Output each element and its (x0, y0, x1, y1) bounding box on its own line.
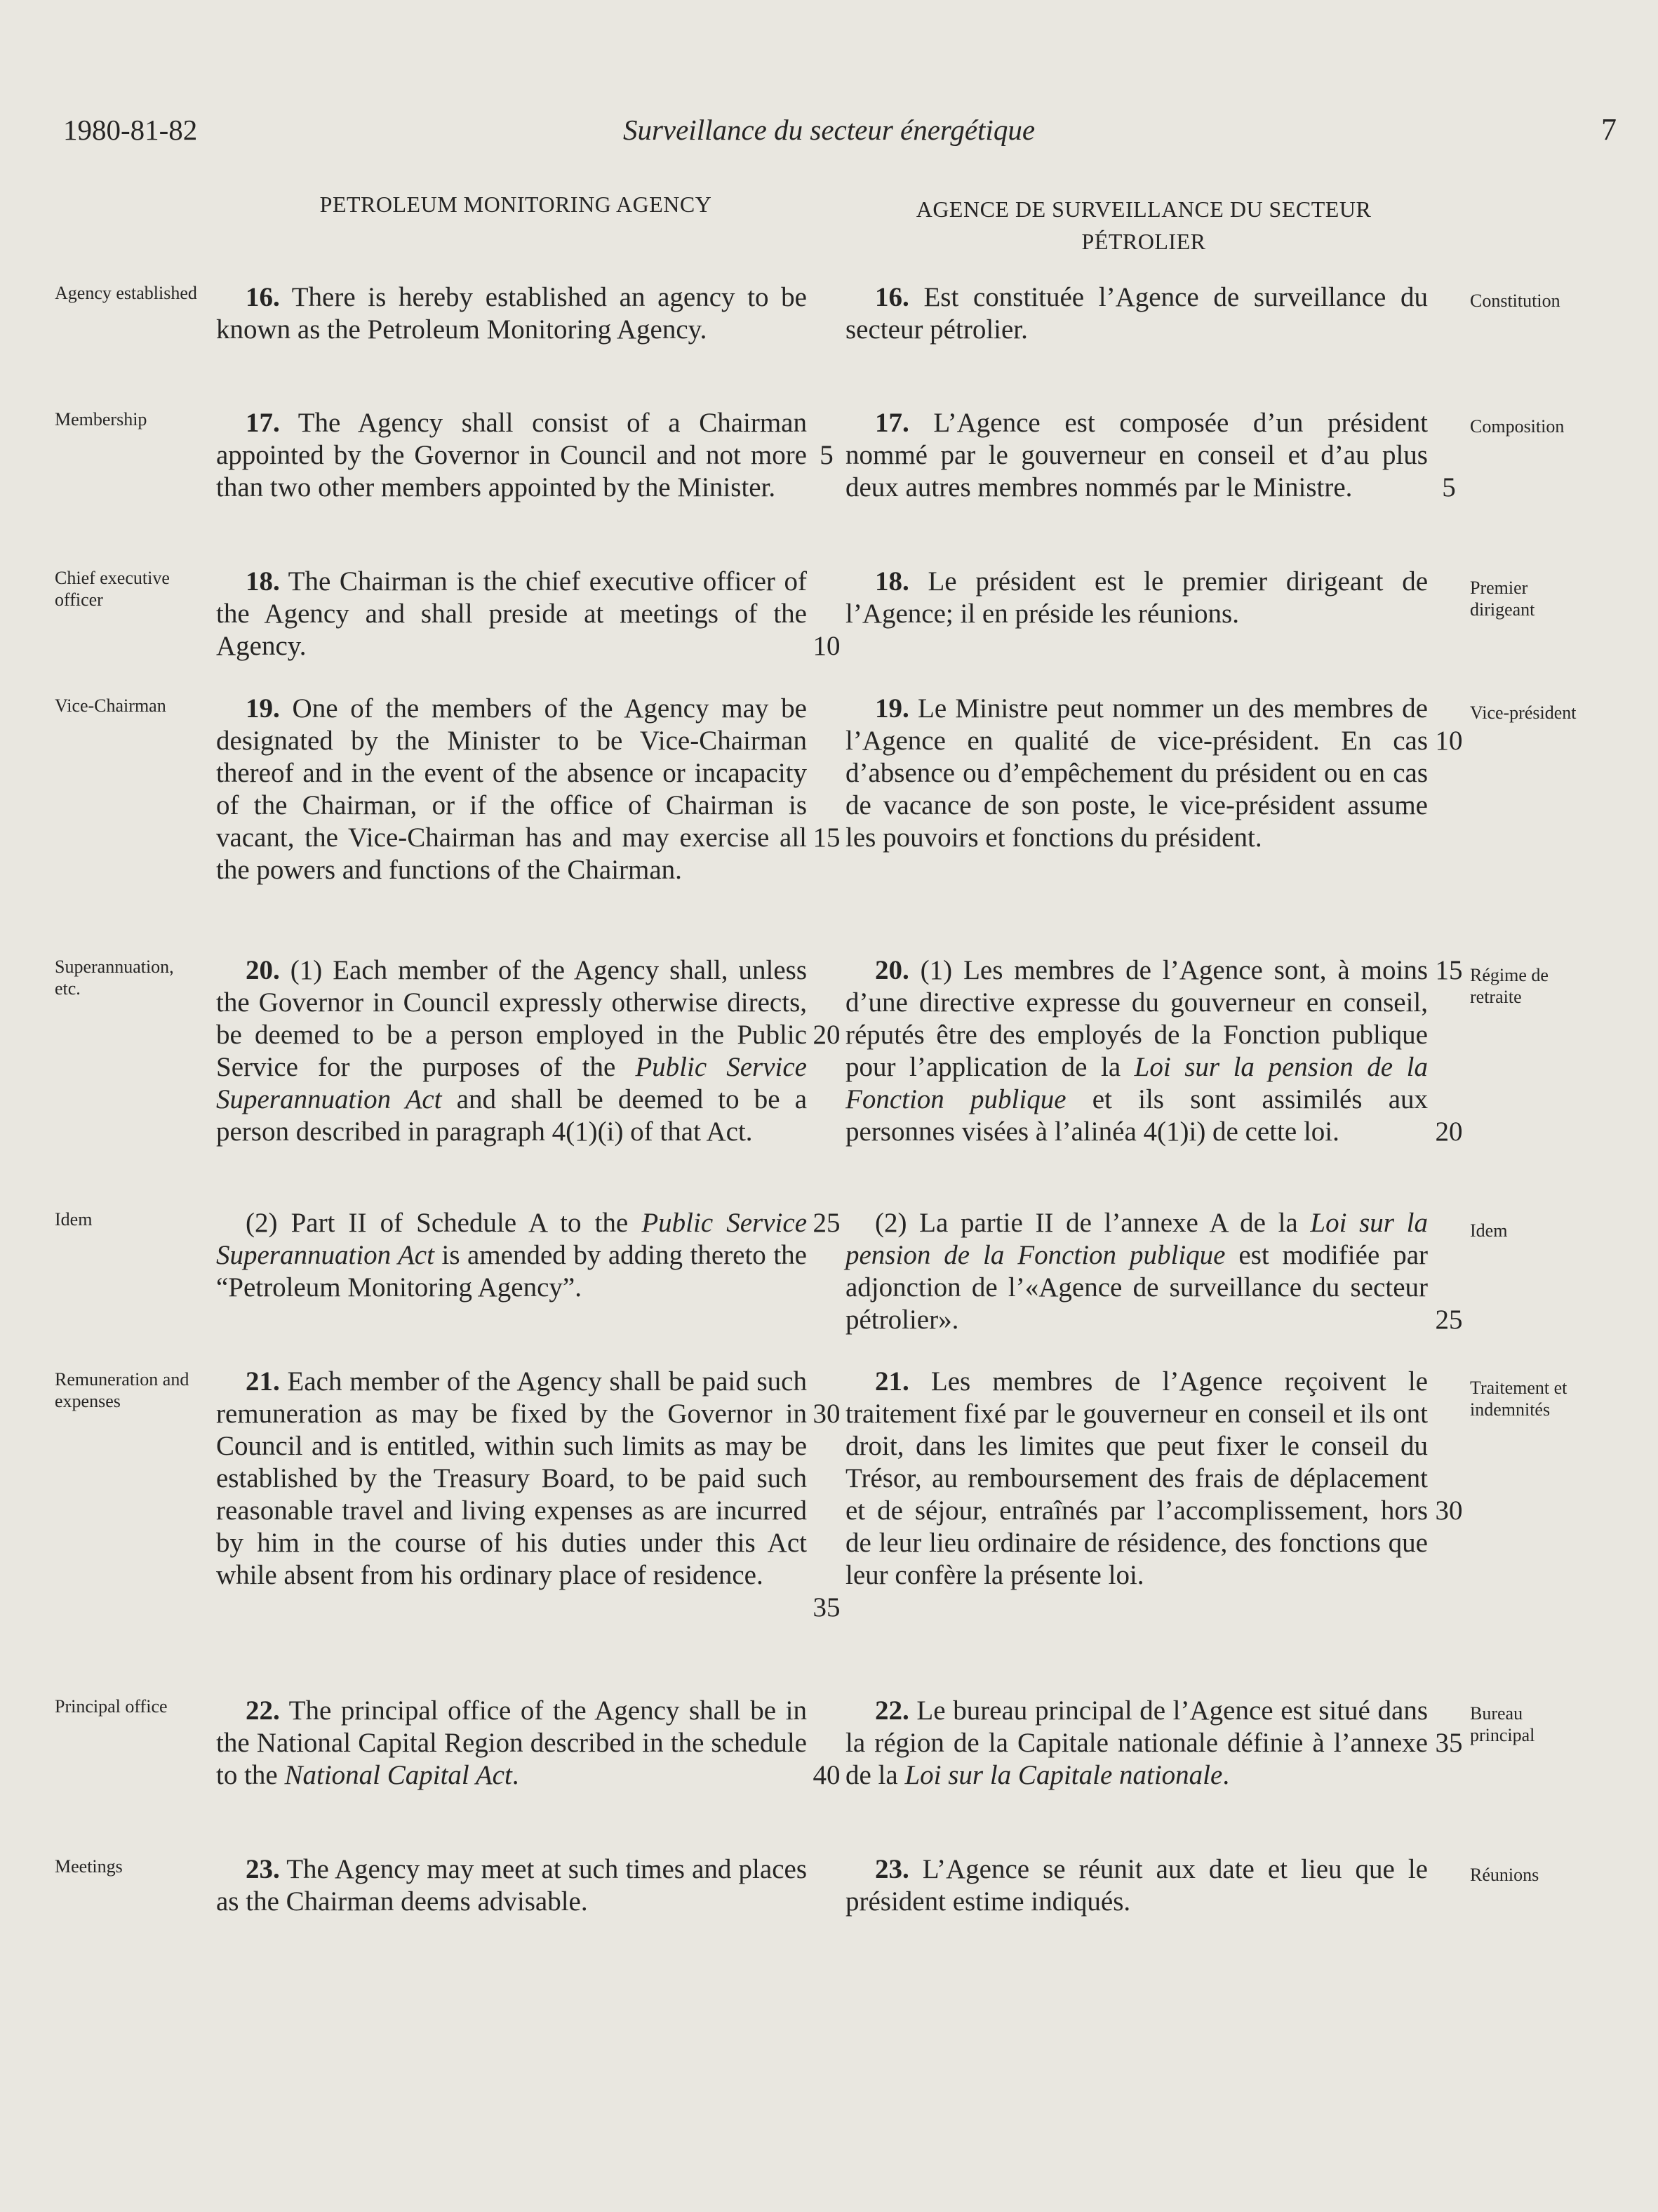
section-text-pre: Le bureau principal de l’Agence est situé dans la région de la Capitale nationale définie à l’annexe de la (845, 1695, 1428, 1790)
section-19-en (216, 693, 807, 886)
section-text: One of the members of the Agency may be designated by the Minister to be Vice-Chairman thereof and in the event of the absence or incapacity of the Chairman, or if the office of Chairman is vacant, the Vice-Chairman has and may exercise all the powers and functions of the Chairman. (216, 693, 807, 885)
act-title: Loi sur la pension de la Fonction publique (845, 1208, 1428, 1270)
section-20-1-en (216, 954, 807, 1148)
section-number: 17. (246, 408, 280, 438)
line-number: 5 (1442, 472, 1456, 502)
section-number: 20. (875, 955, 909, 985)
margin-note-en-23: Meetings (55, 1856, 123, 1877)
column-heading-french-line2: PÉTROLIER (1081, 229, 1206, 254)
section-23-en (216, 1853, 807, 1918)
section-text-pre: (1) Each member of the Agency shall, unless the Governor in Council expressly otherwise directs, be deemed to be a person employed in the Public Service for the purposes of the (216, 955, 807, 1082)
line-number: 10 (813, 631, 841, 661)
section-19-fr (845, 693, 1428, 854)
section-22-fr (845, 1695, 1428, 1792)
section-20-1-fr (845, 954, 1428, 1148)
line-number: 20 (813, 1020, 841, 1050)
section-number: 16. (875, 282, 909, 312)
section-text-pre: (1) Les membres de l’Agence sont, à moins d’une directive expresse du gouverneur en conseil, réputés être des employés de la Fonction publique pour l’application de la (845, 955, 1428, 1082)
line-number: 25 (813, 1208, 841, 1238)
margin-note-en-20: Superannuation, etc. (55, 957, 174, 999)
section-number: 19. (875, 693, 909, 724)
margin-note-en-17: Membership (55, 409, 147, 429)
section-text: Est constituée l’Agence de surveillance du secteur pétrolier. (845, 282, 1429, 345)
column-heading-english: PETROLEUM MONITORING AGENCY (319, 192, 712, 217)
act-title: Loi sur la Capitale nationale (904, 1760, 1223, 1790)
section-text-post: . (1222, 1760, 1230, 1790)
section-number: 21. (246, 1366, 280, 1397)
section-text-post: is amended by adding thereto the “Petroleum Monitoring Agency”. (216, 1240, 807, 1302)
line-number: 40 (813, 1760, 841, 1790)
margin-note-en-19: Vice-Chairman (55, 695, 166, 716)
margin-note-fr-20-2: Idem (1470, 1220, 1508, 1241)
section-number: 16. (246, 282, 280, 312)
section-21-en (216, 1366, 807, 1592)
section-text: L’Agence est composée d’un président nommé par le gouverneur en conseil et d’au plus deux autres membres nommés par le Ministre. (845, 408, 1428, 502)
margin-note-fr-22: Bureau principal (1470, 1703, 1535, 1745)
section-16-en (216, 281, 807, 346)
margin-note-fr-20: Régime de retraite (1470, 965, 1549, 1007)
section-number: 18. (875, 566, 909, 597)
section-16-fr (845, 281, 1428, 346)
section-number: 23. (246, 1854, 280, 1884)
section-text: The Agency may meet at such times and places as the Chairman deems advisable. (216, 1854, 807, 1917)
line-number: 30 (813, 1399, 841, 1429)
section-number: 22. (246, 1695, 280, 1726)
header-title: Surveillance du secteur énergétique (622, 114, 1036, 146)
section-18-en (216, 566, 807, 662)
section-number: 19. (246, 693, 280, 724)
section-text: Each member of the Agency shall be paid such remuneration as may be fixed by the Governor in Council and is entitled, within such limits as may be established by the Treasury Board, to be paid such reasonable travel and living expenses as are incurred by him in the course of his duties under this Act while absent from his ordinary place of residence. (216, 1366, 807, 1590)
section-21-fr (845, 1366, 1428, 1592)
section-17-fr (845, 407, 1428, 504)
margin-note-fr-19: Vice-président (1470, 702, 1577, 723)
margin-note-fr-16: Constitution (1470, 291, 1560, 311)
section-text: L’Agence se réunit aux date et lieu que le président estime indiqués. (845, 1854, 1428, 1917)
section-text: Le président est le premier dirigeant de l’Agence; il en préside les réunions. (845, 566, 1429, 629)
line-number: 35 (813, 1592, 841, 1623)
line-number: 5 (820, 440, 834, 470)
act-title: Loi sur la pension de la Fonction publique (845, 1052, 1428, 1114)
column-heading-french (835, 193, 1452, 258)
line-number: 20 (1435, 1117, 1463, 1147)
section-text: The Agency shall consist of a Chairman appointed by the Governor in Council and not more than two other members appointed by the Minister. (216, 408, 807, 502)
section-number: 20. (246, 955, 280, 985)
section-number: 23. (875, 1854, 909, 1884)
line-number: 10 (1435, 726, 1463, 756)
margin-note-en-22: Principal office (55, 1696, 168, 1717)
margin-note-en-18: Chief executive officer (55, 568, 170, 610)
section-number: 18. (246, 566, 280, 597)
section-text: The Chairman is the chief executive officer of the Agency and shall preside at meetings of the Agency. (216, 566, 808, 661)
line-number: 15 (1435, 955, 1463, 985)
margin-note-fr-18: Premier dirigeant (1470, 578, 1535, 620)
section-text-post: et ils sont assimilés aux personnes visées à l’alinéa 4(1)i) de cette loi. (845, 1084, 1429, 1147)
page-number: 7 (1601, 112, 1617, 147)
section-number: 17. (875, 408, 909, 438)
section-18-fr (845, 566, 1428, 630)
act-title: Public Service Superannuation Act (216, 1208, 807, 1270)
line-number: 15 (813, 822, 841, 853)
section-text-pre: The principal office of the Agency shall be in the National Capital Region described in the schedule to the (216, 1695, 808, 1790)
section-text: Les membres de l’Agence reçoivent le traitement fixé par le gouverneur en conseil et ils ont droit, dans les limites que peut fixer le conseil du Trésor, au remboursement des frais de déplacement et de séjour, entraînés par l’accomplissement, hors de leur lieu ordinaire de résidence, des fonctions que leur confère la présente loi. (845, 1366, 1428, 1590)
line-number: 30 (1435, 1495, 1463, 1526)
section-number: 21. (875, 1366, 909, 1397)
margin-note-fr-17: Composition (1470, 416, 1565, 437)
section-text-post: est modifiée par adjonction de l’«Agence de surveillance du secteur pétrolier». (845, 1240, 1428, 1335)
margin-note-fr-23: Réunions (1470, 1865, 1539, 1885)
act-title: Public Service Superannuation Act (216, 1052, 807, 1114)
section-text-post: and shall be deemed to be a person described in paragraph 4(1)(i) of that Act. (216, 1084, 808, 1147)
header-year: 1980-81-82 (63, 114, 198, 146)
section-text-pre: (2) Part II of Schedule A to the (246, 1208, 642, 1238)
section-text: Le Ministre peut nommer un des membres de l’Agence en qualité de vice-président. En cas d’absence ou d’empêchement du président ou en cas de vacance de son poste, le vice-président assume les pouvoirs et fonctions du président. (845, 693, 1428, 853)
margin-note-fr-21: Traitement et indemnités (1470, 1378, 1567, 1420)
margin-note-en-16: Agency established (55, 283, 197, 303)
section-17-en (216, 407, 807, 504)
column-heading-french-line1: AGENCE DE SURVEILLANCE DU SECTEUR (916, 196, 1372, 222)
section-22-en (216, 1695, 807, 1792)
section-text-post: . (512, 1760, 519, 1790)
section-20-2-fr (845, 1207, 1428, 1336)
section-number: 22. (875, 1695, 909, 1726)
margin-note-en-21: Remuneration and expenses (55, 1369, 189, 1411)
margin-note-en-20-2: Idem (55, 1209, 93, 1230)
section-23-fr (845, 1853, 1428, 1918)
section-text: There is hereby established an agency to be known as the Petroleum Monitoring Agency. (216, 282, 807, 345)
line-number: 35 (1435, 1728, 1463, 1758)
section-20-2-en (216, 1207, 807, 1304)
section-text-pre: (2) La partie II de l’annexe A de la (875, 1208, 1311, 1238)
act-title: National Capital Act (284, 1760, 512, 1790)
line-number: 25 (1435, 1305, 1463, 1335)
